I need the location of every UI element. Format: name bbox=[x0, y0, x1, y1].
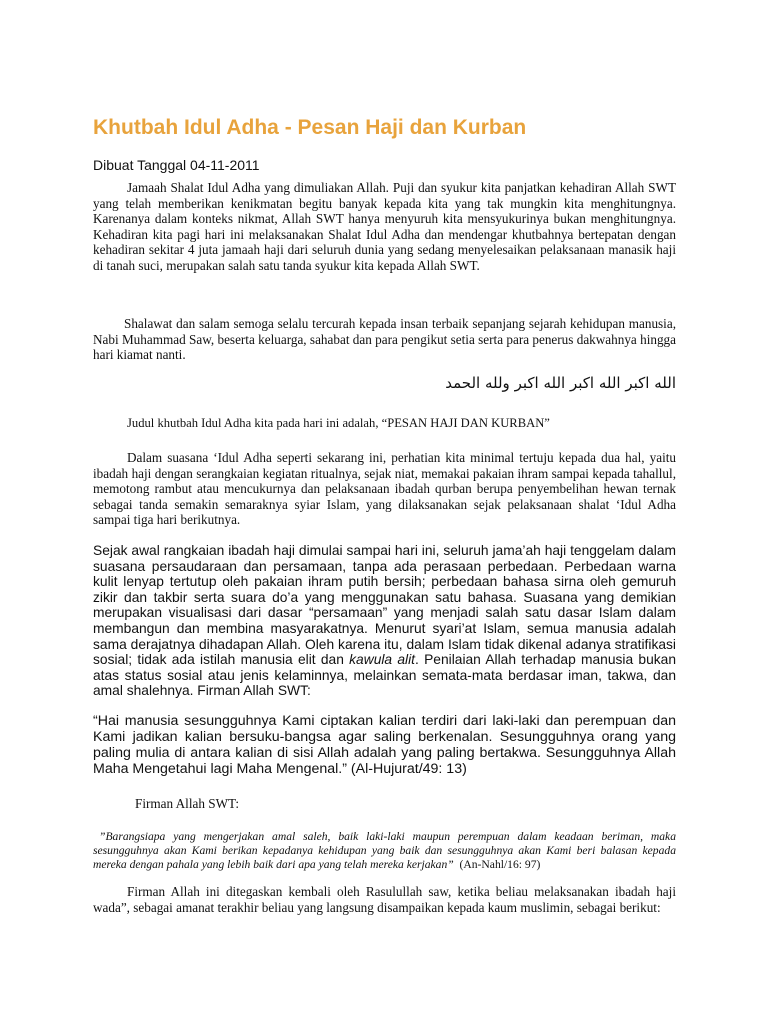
paragraph-opening: Jamaah Shalat Idul Adha yang dimuliakan Allah. Puji dan syukur kita panjatkan kehadiran Allah SWT yang telah memberikan kenikmatan begitu banyak kepada kita yang tak mungkin kita menghitungnya. Karenanya dalam konteks nikmat, Allah SWT hanya menyuruh kita mensyukurinya bukan menghitungnya. Kehadiran kita pagi hari ini melaksanakan Shalat Idul Adha dan mendengar khutbahnya bertepatan dengan kehadiran sekitar 4 juta jamaah haji dari seluruh dunia yang sedang menyelesaikan pelaksanaan manasik haji di tanah suci, merupakan salah satu tanda syukur kita kepada Allah SWT. bbox=[93, 180, 676, 273]
paragraph-persamaan bbox=[93, 543, 676, 699]
quote-an-nahl bbox=[93, 830, 676, 872]
paragraph-persamaan-part1: Sejak awal rangkaian ibadah haji dimulai sampai hari ini, seluruh jama’ah haji tenggelam dalam suasana persaudaraan dan persamaan, tanpa ada perasaan perbedaan. Perbedaan warna kulit lenyap tertutup oleh pakaian ihram putih bersih; perbedaan bahasa sirna oleh gemuruh zikir dan takbir serta suara do’a yang menggunakan satu bahasa. Suasana yang demikian merupakan visualisasi dari dasar “persamaan” yang menjadi salah satu dasar Islam dalam membangun dan membina masyarakatnya. Menurut syari’at Islam, semua manusia adalah sama derajatnya dihadapan Allah. Oleh karena itu, dalam Islam tidak dikenal adanya stratifikasi sosial; tidak ada istilah manusia elit dan bbox=[93, 543, 676, 668]
quote-al-hujurat: “Hai manusia sesungguhnya Kami ciptakan kalian terdiri dari laki-laki dan perempuan dan Kami jadikan kalian bersuku-bangsa agar saling berkenalan. Sesungguhnya orang yang paling mulia di antara kalian di sisi Allah adalah yang paling bertakwa. Sesungguhnya Allah Maha Mengetahui lagi Maha Mengenal.” (Al-Hujurat/49: 13) bbox=[93, 713, 676, 777]
paragraph-judul: Judul khutbah Idul Adha kita pada hari ini adalah, “PESAN HAJI DAN KURBAN” bbox=[127, 416, 550, 430]
date-line: Dibuat Tanggal 04-11-2011 bbox=[93, 157, 260, 173]
arabic-takbir: الله اكبر الله اكبر الله اكبر ولله الحمد bbox=[445, 374, 676, 392]
paragraph-suasana: Dalam suasana ‘Idul Adha seperti sekarang ini, perhatian kita minimal tertuju kepada dua hal, yaitu ibadah haji dengan serangkaian kegiatan ritualnya, sejak niat, memakai pakaian ihram sampai kepada tahallul, memotong rambut atau mencukurnya dan pelaksanaan ibadah qurban berupa penyembelihan hewan ternak sebagai tanda semakin semaraknya syiar Islam, yang dilaksanakan sejak pelaksanaan shalat ‘Idul Adha sampai tiga hari berikutnya. bbox=[93, 450, 676, 527]
paragraph-shalawat: Shalawat dan salam semoga selalu tercurah kepada insan terbaik sepanjang sejarah kehidupan manusia, Nabi Muhammad Saw, beserta keluarga, sahabat dan para pengikut setia serta para penerus dakwahnya hingga hari kiamat nanti. bbox=[93, 316, 676, 362]
quote-an-nahl-text: ”Barangsiapa yang mengerjakan amal saleh, baik laki-laki maupun perempuan dalam keadaan beriman, maka sesungguhnya akan Kami berikan kepadanya kehidupan yang baik dan sesungguhnya akan Kami beri balasan kepada mereka dengan pahala yang lebih baik dari apa yang telah mereka kerjakan” bbox=[93, 830, 676, 871]
kawula-alit-italic: kawula alit bbox=[349, 652, 415, 668]
paragraph-persamaan-part2: . Penilaian Allah terhadap manusia bukan atas status sosial atau jenis kelaminnya, melainkan semata-mata berdasar iman, takwa, dan amal shalehnya. Firman Allah SWT: bbox=[93, 652, 677, 699]
quote-an-nahl-reference: (An-Nahl/16: 97) bbox=[459, 858, 541, 871]
firman-label: Firman Allah SWT: bbox=[135, 796, 240, 811]
document-title: Khutbah Idul Adha - Pesan Haji dan Kurban bbox=[93, 116, 527, 139]
paragraph-haji-wada: Firman Allah ini ditegaskan kembali oleh Rasulullah saw, ketika beliau melaksanakan ibadah haji wada”, sebagai amanat terakhir beliau yang langsung disampaikan kepada kaum muslimin, sebagai berikut: bbox=[93, 884, 676, 915]
